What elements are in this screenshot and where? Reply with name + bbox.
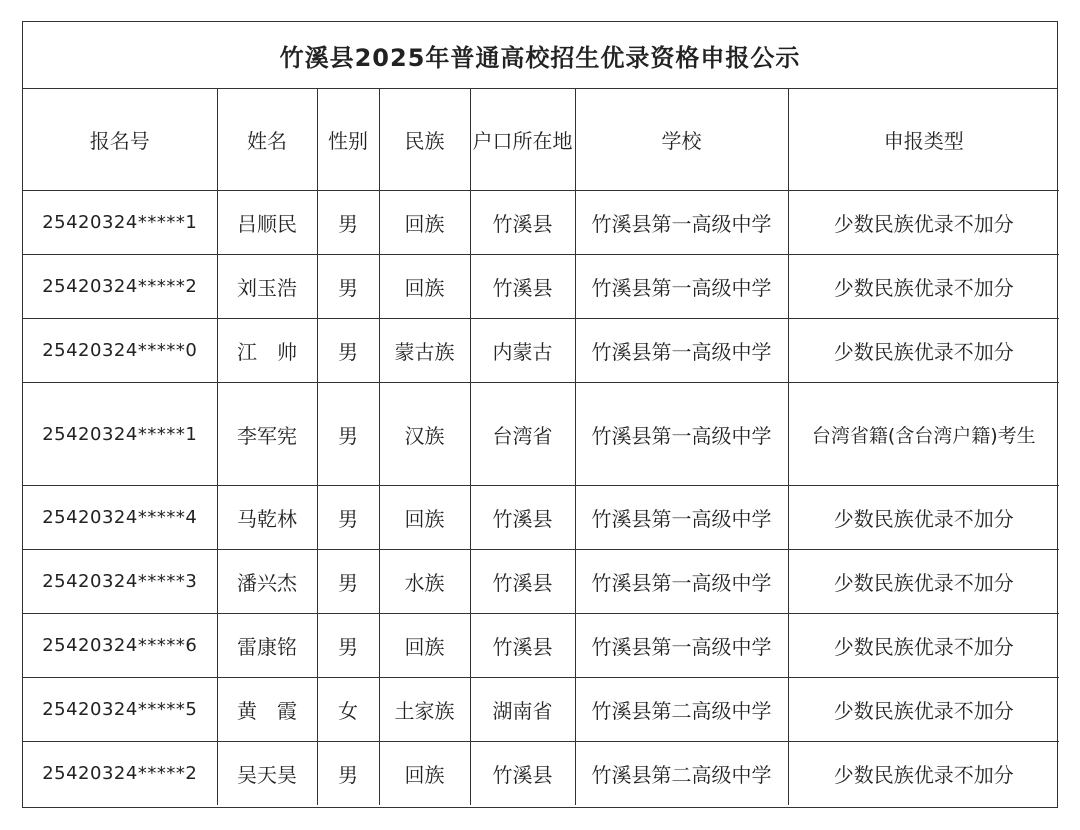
header-reg-no: 报名号 (23, 89, 217, 191)
cell-residence: 竹溪县 (470, 255, 575, 319)
cell-gender: 男 (317, 191, 379, 255)
table-row (23, 191, 1059, 255)
cell-reg-no: 25420324*****3 (23, 550, 217, 614)
cell-reg-no: 25420324*****1 (23, 383, 217, 486)
cell-gender: 男 (317, 255, 379, 319)
table-row (23, 742, 1059, 806)
cell-name: 雷康铭 (217, 614, 317, 678)
header-ethnicity: 民族 (379, 89, 470, 191)
cell-name: 李军宪 (217, 383, 317, 486)
cell-ethnicity: 土家族 (379, 678, 470, 742)
cell-reg-no: 25420324*****6 (23, 614, 217, 678)
cell-apply-type: 少数民族优录不加分 (788, 255, 1059, 319)
cell-school: 竹溪县第一高级中学 (575, 255, 788, 319)
cell-school: 竹溪县第一高级中学 (575, 319, 788, 383)
cell-ethnicity: 回族 (379, 742, 470, 806)
cell-reg-no: 25420324*****2 (23, 255, 217, 319)
cell-gender: 男 (317, 319, 379, 383)
cell-ethnicity: 回族 (379, 255, 470, 319)
cell-gender: 男 (317, 383, 379, 486)
page-title: 竹溪县2025年普通高校招生优录资格申报公示 (23, 22, 1057, 89)
cell-gender: 男 (317, 550, 379, 614)
cell-name: 刘玉浩 (217, 255, 317, 319)
cell-apply-type: 台湾省籍(含台湾户籍)考生 (788, 383, 1059, 486)
cell-school: 竹溪县第一高级中学 (575, 614, 788, 678)
cell-residence: 竹溪县 (470, 191, 575, 255)
cell-residence: 湖南省 (470, 678, 575, 742)
cell-ethnicity: 汉族 (379, 383, 470, 486)
cell-apply-type: 少数民族优录不加分 (788, 486, 1059, 550)
header-school: 学校 (575, 89, 788, 191)
cell-apply-type: 少数民族优录不加分 (788, 678, 1059, 742)
cell-reg-no: 25420324*****0 (23, 319, 217, 383)
cell-school: 竹溪县第二高级中学 (575, 742, 788, 806)
cell-school: 竹溪县第一高级中学 (575, 486, 788, 550)
cell-name: 吕顺民 (217, 191, 317, 255)
table-row (23, 319, 1059, 383)
cell-school: 竹溪县第一高级中学 (575, 383, 788, 486)
table-row (23, 383, 1059, 486)
cell-apply-type: 少数民族优录不加分 (788, 614, 1059, 678)
cell-ethnicity: 回族 (379, 614, 470, 678)
cell-reg-no: 25420324*****1 (23, 191, 217, 255)
cell-school: 竹溪县第二高级中学 (575, 678, 788, 742)
cell-ethnicity: 蒙古族 (379, 319, 470, 383)
cell-apply-type: 少数民族优录不加分 (788, 191, 1059, 255)
cell-gender: 女 (317, 678, 379, 742)
cell-name: 江 帅 (217, 319, 317, 383)
cell-residence: 竹溪县 (470, 486, 575, 550)
cell-school: 竹溪县第一高级中学 (575, 191, 788, 255)
cell-gender: 男 (317, 614, 379, 678)
header-gender: 性别 (317, 89, 379, 191)
table-row (23, 486, 1059, 550)
cell-residence: 竹溪县 (470, 614, 575, 678)
announcement-table-frame (22, 21, 1058, 808)
cell-gender: 男 (317, 742, 379, 806)
cell-school: 竹溪县第一高级中学 (575, 550, 788, 614)
cell-residence: 竹溪县 (470, 550, 575, 614)
header-name: 姓名 (217, 89, 317, 191)
table-row (23, 550, 1059, 614)
cell-residence: 内蒙古 (470, 319, 575, 383)
cell-name: 黄 霞 (217, 678, 317, 742)
table-row (23, 678, 1059, 742)
cell-ethnicity: 水族 (379, 550, 470, 614)
applicant-table (23, 89, 1059, 805)
cell-reg-no: 25420324*****5 (23, 678, 217, 742)
cell-gender: 男 (317, 486, 379, 550)
cell-name: 吴天昊 (217, 742, 317, 806)
cell-residence: 台湾省 (470, 383, 575, 486)
cell-name: 潘兴杰 (217, 550, 317, 614)
cell-name: 马乾林 (217, 486, 317, 550)
header-apply-type: 申报类型 (788, 89, 1059, 191)
table-row (23, 255, 1059, 319)
cell-apply-type: 少数民族优录不加分 (788, 550, 1059, 614)
table-header-row (23, 89, 1059, 191)
header-residence: 户口所在地 (470, 89, 575, 191)
cell-ethnicity: 回族 (379, 486, 470, 550)
table-row (23, 614, 1059, 678)
cell-residence: 竹溪县 (470, 742, 575, 806)
cell-ethnicity: 回族 (379, 191, 470, 255)
cell-apply-type: 少数民族优录不加分 (788, 319, 1059, 383)
cell-apply-type: 少数民族优录不加分 (788, 742, 1059, 806)
cell-reg-no: 25420324*****2 (23, 742, 217, 806)
cell-reg-no: 25420324*****4 (23, 486, 217, 550)
